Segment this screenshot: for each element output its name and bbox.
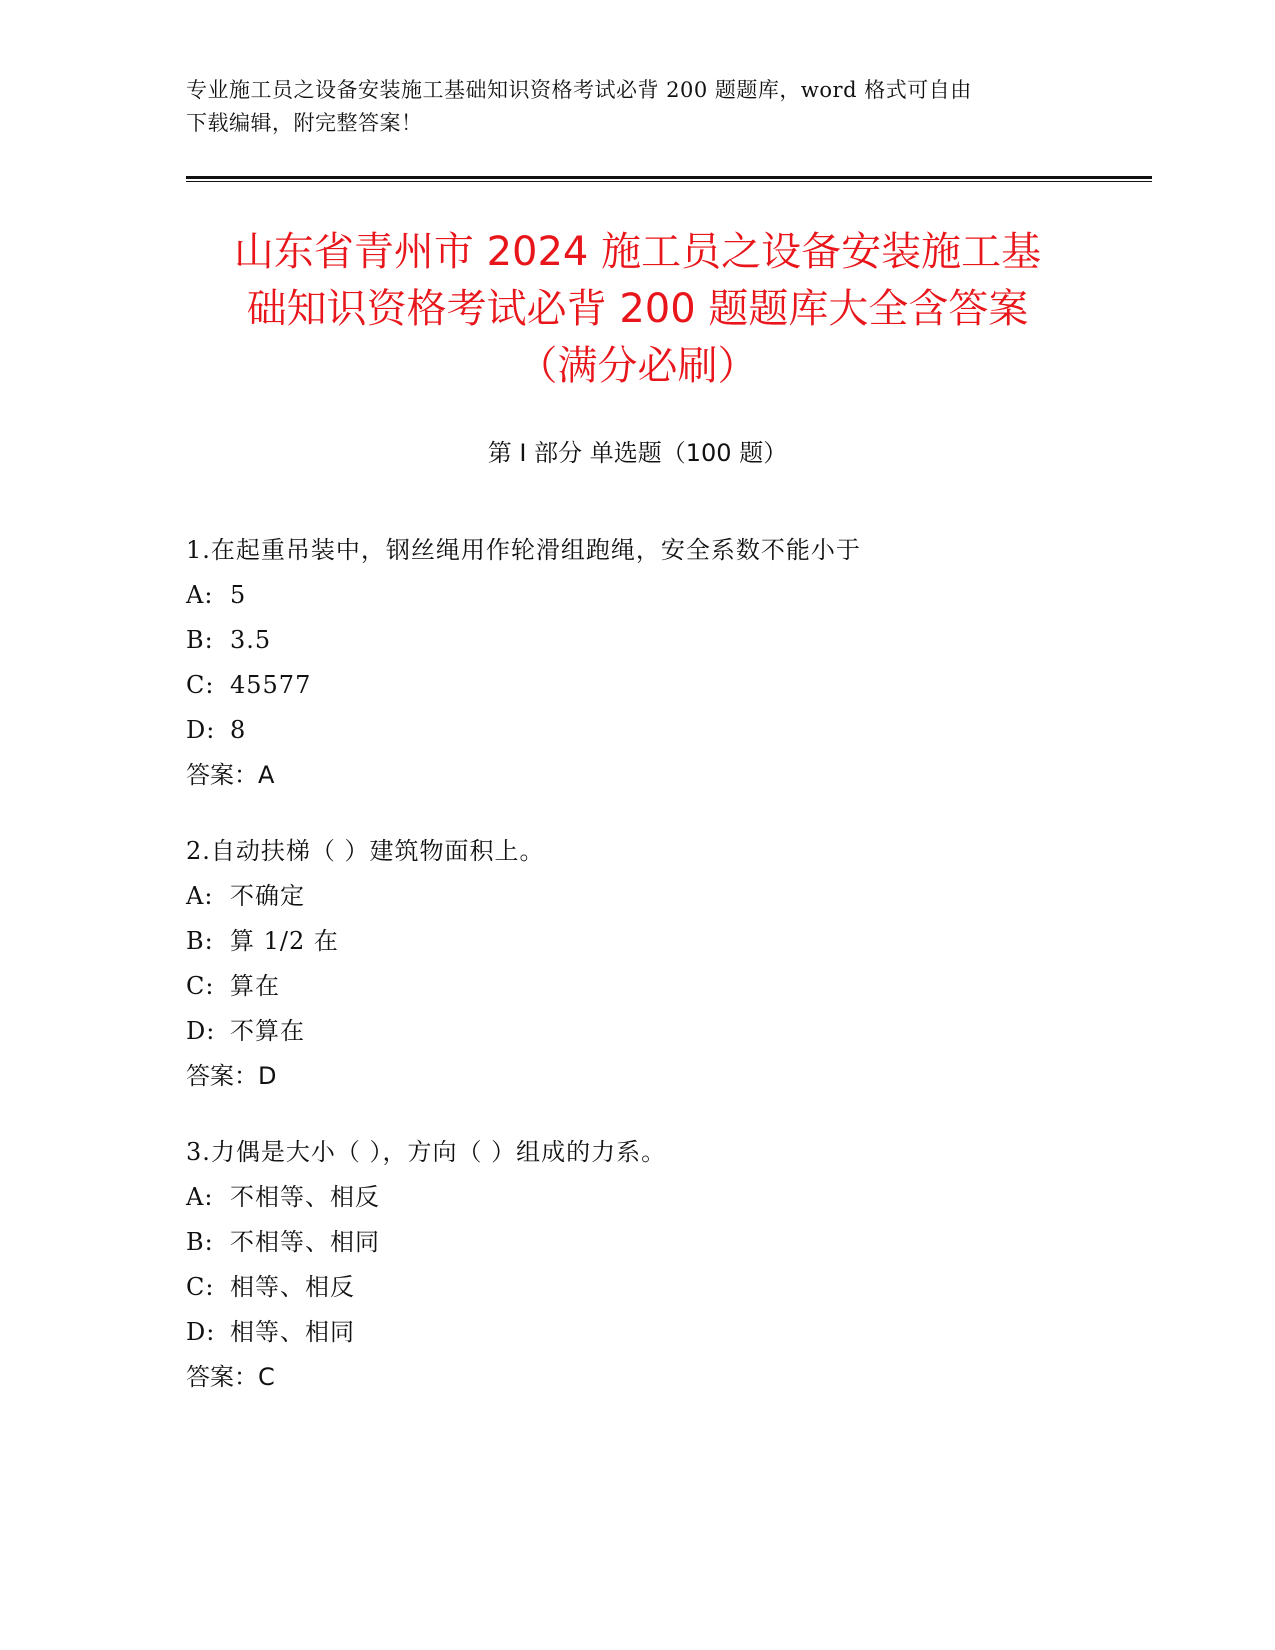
document-title xyxy=(140,224,1135,395)
option-b xyxy=(186,919,1126,964)
option-letter: D: xyxy=(186,1017,216,1045)
document-title-line-1: 山东省青州市 2024 施工员之设备安装施工基 xyxy=(233,229,1042,275)
question-list xyxy=(186,528,1126,1431)
option-letter: B: xyxy=(186,626,214,654)
option-letter: B: xyxy=(186,927,214,955)
option-c xyxy=(186,964,1126,1009)
question-3 xyxy=(186,1130,1126,1400)
option-text: 不相等、相同 xyxy=(230,1228,380,1256)
option-text: 相等、相同 xyxy=(230,1318,355,1346)
option-d xyxy=(186,1009,1126,1054)
section-heading: 第 I 部分 单选题（100 题） xyxy=(487,439,788,467)
option-d xyxy=(186,1310,1126,1355)
option-letter: A: xyxy=(186,1183,214,1211)
option-a xyxy=(186,1175,1126,1220)
option-text: 算 1/2 在 xyxy=(230,927,339,955)
header-rule-thin xyxy=(186,181,1152,182)
option-b xyxy=(186,1220,1126,1265)
option-a xyxy=(186,573,1126,618)
question-stem: 2.自动扶梯（ ）建筑物面积上。 xyxy=(186,837,545,865)
option-b xyxy=(186,618,1126,663)
option-text: 5 xyxy=(230,581,247,609)
option-text: 不算在 xyxy=(230,1017,305,1045)
option-text: 45577 xyxy=(230,671,312,699)
option-letter: A: xyxy=(186,581,214,609)
option-d xyxy=(186,708,1126,753)
question-1 xyxy=(186,528,1126,798)
header-note xyxy=(186,74,1086,140)
option-text: 8 xyxy=(230,716,247,744)
header-note-line-1: 专业施工员之设备安装施工基础知识资格考试必背 200 题题库，word 格式可自由 xyxy=(186,78,972,102)
document-title-line-3: （满分必刷） xyxy=(517,343,758,389)
option-letter: B: xyxy=(186,1228,214,1256)
option-text: 3.5 xyxy=(230,626,272,654)
document-title-line-2: 础知识资格考试必背 200 题题库大全含答案 xyxy=(246,286,1029,332)
answer: 答案：D xyxy=(186,1062,277,1090)
option-text: 不确定 xyxy=(230,882,305,910)
option-text: 相等、相反 xyxy=(230,1273,355,1301)
answer: 答案：C xyxy=(186,1363,275,1391)
answer: 答案：A xyxy=(186,761,275,789)
option-letter: C: xyxy=(186,671,215,699)
header-note-line-2: 下载编辑，附完整答案！ xyxy=(186,111,423,135)
option-letter: A: xyxy=(186,882,214,910)
option-text: 算在 xyxy=(230,972,280,1000)
option-letter: D: xyxy=(186,1318,216,1346)
option-text: 不相等、相反 xyxy=(230,1183,380,1211)
question-stem: 1.在起重吊装中，钢丝绳用作轮滑组跑绳，安全系数不能小于 xyxy=(186,536,861,564)
option-c xyxy=(186,663,1126,708)
option-c xyxy=(186,1265,1126,1310)
header-rule-thick xyxy=(186,176,1152,179)
option-a xyxy=(186,874,1126,919)
option-letter: C: xyxy=(186,1273,215,1301)
option-letter: D: xyxy=(186,716,216,744)
question-stem: 3.力偶是大小（ ），方向（ ）组成的力系。 xyxy=(186,1138,667,1166)
question-2 xyxy=(186,829,1126,1099)
option-letter: C: xyxy=(186,972,215,1000)
